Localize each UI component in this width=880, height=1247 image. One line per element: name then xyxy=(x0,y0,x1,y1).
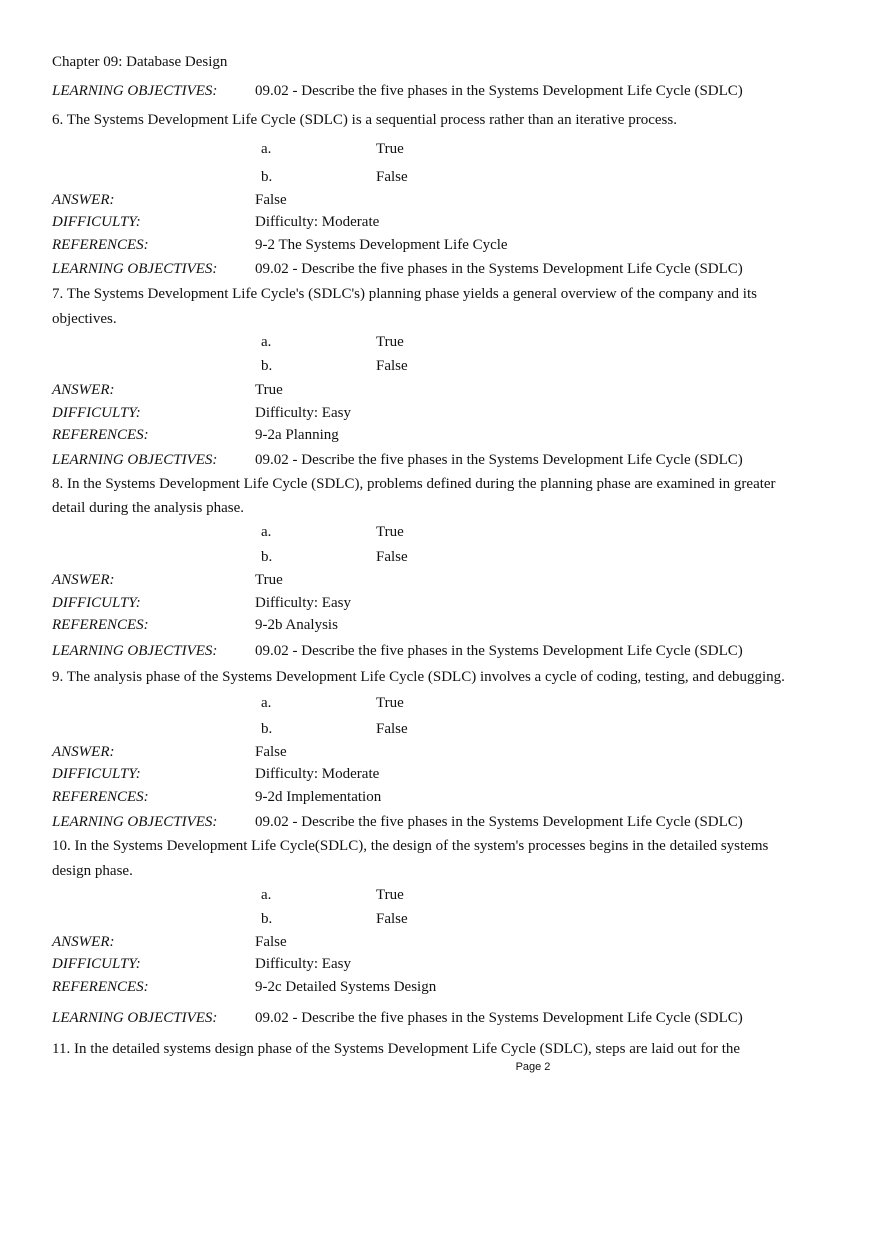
lo-label: LEARNING OBJECTIVES: xyxy=(52,261,218,277)
lo-label: LEARNING OBJECTIVES: xyxy=(52,643,218,659)
difficulty-label: DIFFICULTY: xyxy=(52,405,141,421)
lo-label: LEARNING OBJECTIVES: xyxy=(52,83,218,99)
difficulty-value: Difficulty: Easy xyxy=(255,956,351,972)
references-value: 9-2a Planning xyxy=(255,427,339,443)
choice-text: True xyxy=(376,695,404,711)
answer-label: ANSWER: xyxy=(52,572,115,588)
choice-letter: b. xyxy=(261,358,273,374)
choice-letter: b. xyxy=(261,721,273,737)
difficulty-value: Difficulty: Moderate xyxy=(255,766,380,782)
references-label: REFERENCES: xyxy=(52,237,149,253)
lo-label: LEARNING OBJECTIVES: xyxy=(52,814,218,830)
choice-letter: b. xyxy=(261,911,273,927)
question-text: 7. The Systems Development Life Cycle's (SDLC's) planning phase yields a general overview of the company and its xyxy=(52,286,757,302)
difficulty-value: Difficulty: Easy xyxy=(255,405,351,421)
references-value: 9-2b Analysis xyxy=(255,617,338,633)
references-label: REFERENCES: xyxy=(52,789,149,805)
choice-letter: a. xyxy=(261,334,272,350)
question-text-continued: detail during the analysis phase. xyxy=(52,500,245,516)
answer-label: ANSWER: xyxy=(52,934,115,950)
question-text: 6. The Systems Development Life Cycle (SDLC) is a sequential process rather than an iterative process. xyxy=(52,112,677,128)
answer-value: True xyxy=(255,572,283,588)
choice-letter: b. xyxy=(261,169,273,185)
question-text: 8. In the Systems Development Life Cycle (SDLC), problems defined during the planning phase are examined in greater xyxy=(52,476,776,492)
answer-value: False xyxy=(255,192,287,208)
lo-label: LEARNING OBJECTIVES: xyxy=(52,1010,218,1026)
difficulty-label: DIFFICULTY: xyxy=(52,766,141,782)
choice-letter: b. xyxy=(261,549,273,565)
difficulty-label: DIFFICULTY: xyxy=(52,214,141,230)
lo-value: 09.02 - Describe the five phases in the Systems Development Life Cycle (SDLC) xyxy=(255,452,743,468)
page-number: Page 2 xyxy=(515,1061,551,1073)
choice-text: False xyxy=(376,911,408,927)
choice-text: True xyxy=(376,524,404,540)
question-text: 11. In the detailed systems design phase of the Systems Development Life Cycle (SDLC), steps are laid out for the xyxy=(52,1041,741,1057)
answer-label: ANSWER: xyxy=(52,192,115,208)
choice-text: True xyxy=(376,887,404,903)
difficulty-value: Difficulty: Easy xyxy=(255,595,351,611)
choice-text: False xyxy=(376,721,408,737)
question-text-continued: design phase. xyxy=(52,863,133,879)
references-value: 9-2c Detailed Systems Design xyxy=(255,979,437,995)
choice-letter: a. xyxy=(261,524,272,540)
choice-text: True xyxy=(376,334,404,350)
choice-text: False xyxy=(376,358,408,374)
question-text-continued: objectives. xyxy=(52,311,117,327)
references-value: 9-2 The Systems Development Life Cycle xyxy=(255,237,508,253)
references-value: 9-2d Implementation xyxy=(255,789,382,805)
choice-letter: a. xyxy=(261,141,272,157)
choice-text: False xyxy=(376,549,408,565)
difficulty-value: Difficulty: Moderate xyxy=(255,214,380,230)
chapter-title: Chapter 09: Database Design xyxy=(52,54,228,70)
difficulty-label: DIFFICULTY: xyxy=(52,956,141,972)
answer-value: True xyxy=(255,382,283,398)
references-label: REFERENCES: xyxy=(52,427,149,443)
choice-text: False xyxy=(376,169,408,185)
choice-text: True xyxy=(376,141,404,157)
lo-value: 09.02 - Describe the five phases in the Systems Development Life Cycle (SDLC) xyxy=(255,83,743,99)
question-text: 10. In the Systems Development Life Cycle(SDLC), the design of the system's processes begins in the detailed systems xyxy=(52,838,769,854)
answer-label: ANSWER: xyxy=(52,382,115,398)
references-label: REFERENCES: xyxy=(52,979,149,995)
choice-letter: a. xyxy=(261,695,272,711)
answer-value: False xyxy=(255,744,287,760)
choice-letter: a. xyxy=(261,887,272,903)
answer-label: ANSWER: xyxy=(52,744,115,760)
lo-label: LEARNING OBJECTIVES: xyxy=(52,452,218,468)
lo-value: 09.02 - Describe the five phases in the Systems Development Life Cycle (SDLC) xyxy=(255,1010,743,1026)
question-text: 9. The analysis phase of the Systems Development Life Cycle (SDLC) involves a cycle of coding, testing, and debugging. xyxy=(52,669,785,685)
difficulty-label: DIFFICULTY: xyxy=(52,595,141,611)
lo-value: 09.02 - Describe the five phases in the Systems Development Life Cycle (SDLC) xyxy=(255,814,743,830)
lo-value: 09.02 - Describe the five phases in the Systems Development Life Cycle (SDLC) xyxy=(255,643,743,659)
lo-value: 09.02 - Describe the five phases in the Systems Development Life Cycle (SDLC) xyxy=(255,261,743,277)
references-label: REFERENCES: xyxy=(52,617,149,633)
answer-value: False xyxy=(255,934,287,950)
